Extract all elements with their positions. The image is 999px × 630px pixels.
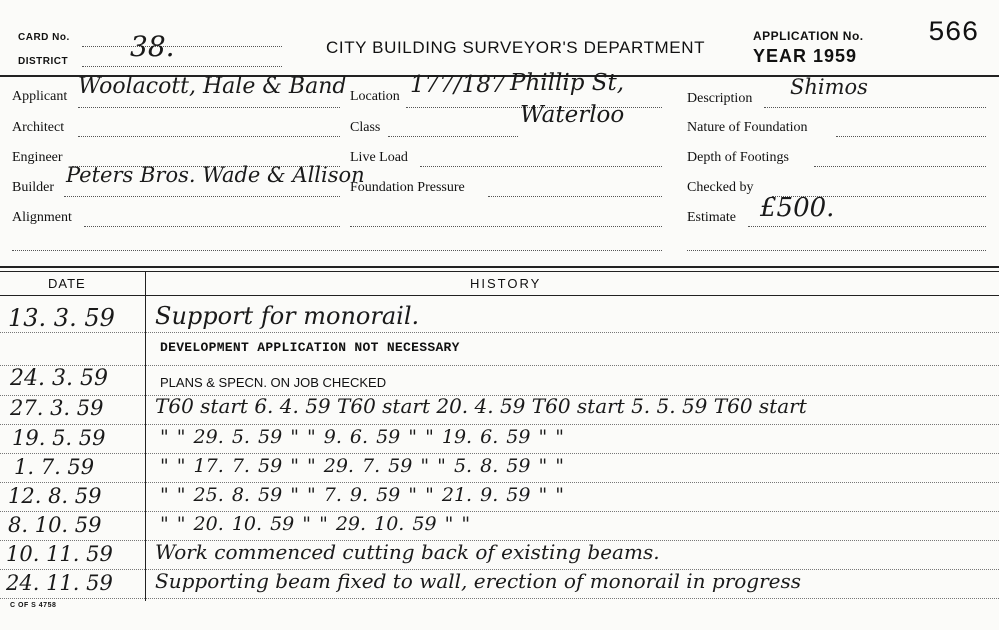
location-suburb: Waterloo (520, 102, 625, 128)
row-3-date: 24. 3. 59 (10, 366, 108, 391)
applicant-label: Applicant (12, 89, 68, 104)
row-5-entry: " " 29. 5. 59 " " 9. 6. 59 " " 19. 6. 59 " " (160, 426, 565, 448)
row-6-date: 1. 7. 59 (14, 455, 95, 479)
description-line (764, 107, 986, 108)
depth-of-footings-label: Depth of Footings (687, 150, 789, 165)
year-label: YEAR 1959 (753, 46, 858, 66)
row-8-entry: " " 20. 10. 59 " " 29. 10. 59 " " (160, 513, 471, 535)
application-number: 566 (928, 18, 979, 49)
class-label: Class (350, 120, 381, 135)
builder-line (64, 196, 340, 197)
row-6-entry: " " 17. 7. 59 " " 29. 7. 59 " " 5. 8. 59 " " (160, 455, 565, 477)
right-extra-line (687, 250, 986, 251)
row-9-entry: Work commenced cutting back of existing beams. (155, 540, 660, 564)
builder-value: Peters Bros. Wade & Allison (66, 163, 365, 187)
department-title: CITY BUILDING SURVEYOR'S DEPARTMENT (326, 38, 706, 57)
estimate-label: Estimate (687, 210, 736, 225)
row-1-entry: Support for monorail. (155, 302, 420, 330)
foundation-pressure-line (488, 196, 662, 197)
estimate-value: £500. (760, 193, 835, 223)
depth-of-footings-line (814, 166, 986, 167)
nature-of-foundation-label: Nature of Foundation (687, 120, 808, 135)
card-no-line (82, 46, 282, 47)
row-line (0, 332, 999, 333)
applicant-value: Woolacott, Hale & Band (78, 74, 347, 99)
district-label: DISTRICT (18, 56, 69, 67)
row-1-date: 13. 3. 59 (8, 304, 115, 332)
nature-of-foundation-line (836, 136, 986, 137)
row-line (0, 365, 999, 366)
row-10-date: 24. 11. 59 (6, 571, 113, 595)
description-label: Description (687, 91, 753, 106)
card-no-label: CARD No. (18, 32, 70, 43)
form-number: C OF S 4758 (10, 602, 57, 609)
extra-line-left (12, 250, 662, 251)
live-load-line (420, 166, 662, 167)
row-4-entry: T60 start 6. 4. 59 T60 start 20. 4. 59 T60 start 5. 5. 59 T60 start (155, 394, 807, 418)
row-3-entry: PLANS & SPECN. ON JOB CHECKED (160, 375, 387, 390)
row-7-date: 12. 8. 59 (8, 484, 102, 508)
description-value: Shimos (790, 75, 868, 99)
row-8-date: 8. 10. 59 (8, 513, 102, 537)
applicant-line (78, 107, 340, 108)
row-2-entry: DEVELOPMENT APPLICATION NOT NECESSARY (160, 340, 460, 355)
date-column-header: DATE (48, 276, 86, 291)
row-line (0, 453, 999, 454)
row-line (0, 424, 999, 425)
row-10-entry: Supporting beam fixed to wall, erection of monorail in progress (155, 569, 802, 593)
row-line (0, 511, 999, 512)
table-top-rule (0, 266, 999, 268)
row-7-entry: " " 25. 8. 59 " " 7. 9. 59 " " 21. 9. 59 " " (160, 484, 565, 506)
alignment-label: Alignment (12, 210, 72, 225)
table-top-rule-2 (0, 271, 999, 272)
row-line (0, 482, 999, 483)
row-4-date: 27. 3. 59 (10, 396, 104, 420)
location-street: Phillip St, (510, 70, 625, 96)
builder-label: Builder (12, 180, 54, 195)
district-line (82, 66, 282, 67)
middle-extra-line (350, 226, 662, 227)
row-line (0, 598, 999, 599)
class-line (388, 136, 518, 137)
application-no-label: APPLICATION No. (753, 29, 864, 43)
foundation-pressure-label: Foundation Pressure (350, 180, 465, 195)
row-5-date: 19. 5. 59 (12, 426, 106, 450)
location-label: Location (350, 89, 400, 104)
table-header-rule (0, 295, 999, 296)
engineer-label: Engineer (12, 150, 63, 165)
architect-line (78, 136, 340, 137)
history-column-header: HISTORY (470, 276, 542, 291)
row-9-date: 10. 11. 59 (6, 542, 113, 566)
location-number: 177/187 (410, 72, 506, 98)
estimate-line (748, 226, 986, 227)
checked-by-label: Checked by (687, 180, 754, 195)
district-value: 38. (130, 30, 175, 63)
alignment-line (84, 226, 340, 227)
live-load-label: Live Load (350, 150, 408, 165)
architect-label: Architect (12, 120, 65, 135)
column-divider (145, 271, 146, 601)
